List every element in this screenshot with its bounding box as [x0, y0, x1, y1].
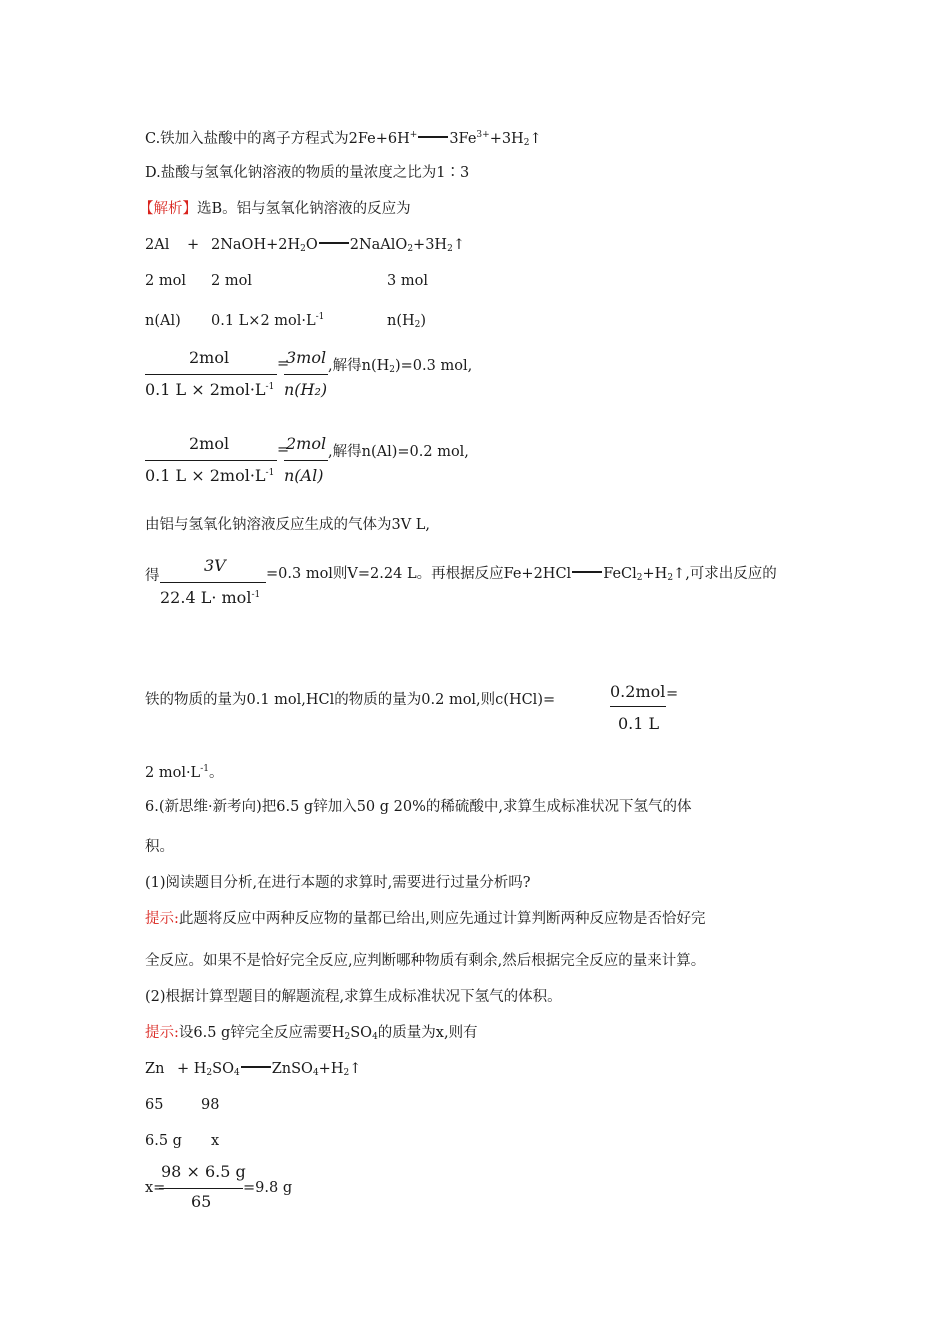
reaction-arrow: [319, 242, 349, 244]
hint-1: [145, 908, 706, 930]
hint-2: [145, 1022, 478, 1048]
fraction-4-denominator: n(Al): [284, 466, 324, 485]
option-c-text: C.铁加入盐酸中的离子方程式为2Fe+6H: [145, 131, 410, 147]
subscript: 2: [389, 365, 395, 375]
m-65: 65: [145, 1097, 164, 1113]
mass-row-2: [145, 1130, 219, 1152]
subscript: 2: [300, 244, 306, 254]
analysis-label: 【解析】: [139, 201, 197, 217]
fraction-1-denominator: 0.1 L × 2mol·L: [145, 380, 266, 399]
de-char: 得: [145, 568, 160, 584]
eq2-znso: ZnSO: [271, 1061, 313, 1077]
superscript: -1: [251, 590, 261, 600]
r1-c: 3 mol: [387, 273, 428, 289]
r1-a: 2 mol: [145, 273, 186, 289]
subscript: 2: [343, 1068, 350, 1078]
result-1-b: )=0.3 mol,: [394, 358, 473, 374]
fraction-bar: [284, 374, 328, 375]
ratio-row-1: [145, 270, 428, 292]
up-arrow-icon: ↑: [452, 237, 465, 253]
hint-2-b: SO: [350, 1025, 373, 1041]
result-3-d: ↑,可求出反应的: [673, 566, 777, 582]
option-d: D.盐酸与氢氧化钠溶液的物质的量浓度之比为1∶3: [145, 165, 470, 181]
superscript: +: [409, 130, 418, 140]
concentration-line: [145, 758, 223, 784]
fraction-bar: [160, 582, 266, 583]
option-c: [145, 124, 542, 154]
analysis-text: 选B。铝与氢氧化钠溶液的反应为: [197, 201, 411, 217]
x-result: =9.8 g: [243, 1180, 293, 1196]
fraction-bar: [159, 1188, 243, 1189]
hint-1-text: 此题将反应中两种反应物的量都已给出,则应先通过计算判断两种反应物是否恰好完: [178, 911, 706, 927]
fraction-3-numerator: 2mol: [189, 434, 230, 453]
r1-b: 2 mol: [211, 273, 252, 289]
reaction-arrow: [241, 1066, 271, 1068]
fraction-bar: [284, 460, 328, 461]
option-c-rhs: 3Fe: [449, 131, 477, 147]
equals-sign: =: [666, 686, 679, 702]
eq2-so: SO: [212, 1061, 234, 1077]
result-3-a: =0.3 mol则V=2.24 L。再根据反应Fe+2HCl: [266, 566, 572, 582]
fraction-3-denominator: 0.1 L × 2mol·L: [145, 466, 266, 485]
hint-2-a: 设6.5 g锌完全反应需要H: [178, 1025, 345, 1041]
equation-1: [145, 234, 465, 260]
subscript: 4: [312, 1068, 319, 1078]
superscript: -1: [265, 382, 275, 392]
eq1-h: +3H: [413, 237, 448, 253]
m-6-5g: 6.5 g: [145, 1133, 182, 1149]
result-1: [328, 354, 472, 375]
question-6-cont: 积。: [145, 839, 174, 855]
eq1-plus: +: [187, 237, 200, 253]
x-equals: x=: [145, 1180, 166, 1196]
superscript: -1: [315, 312, 325, 322]
fraction-bar: [145, 374, 277, 375]
gas-volume-line: 由铝与氢氧化钠溶液反应生成的气体为3V L,: [145, 517, 431, 533]
up-arrow-icon: ↑: [349, 1061, 362, 1077]
iron-line: 铁的物质的量为0.1 mol,HCl的物质的量为0.2 mol,则c(HCl)=: [145, 692, 556, 708]
result-1-a: ,解得n(H: [328, 358, 390, 374]
eq1-o: O: [305, 237, 318, 253]
fraction-6-denominator: 0.1 L: [618, 714, 660, 733]
subscript: 2: [667, 573, 674, 583]
subscript: 4: [372, 1032, 378, 1042]
superscript: 3+: [476, 130, 490, 140]
reaction-arrow: [418, 136, 448, 138]
fraction-6-numerator: 0.2mol: [610, 682, 666, 701]
eq1-al: 2Al: [145, 237, 170, 253]
mass-row-1: [145, 1094, 219, 1116]
reaction-arrow: [572, 571, 602, 573]
m-x: x: [211, 1133, 220, 1149]
subscript: 2: [206, 1068, 213, 1078]
fraction-bar: [610, 706, 666, 707]
hint-2-c: 的质量为x,则有: [377, 1025, 478, 1041]
result-3-b: FeCl: [603, 566, 637, 582]
fraction-5-denominator: 22.4 L· mol: [160, 588, 252, 607]
question-6-part-1: (1)阅读题目分析,在进行本题的求算时,需要进行过量分析吗?: [145, 875, 531, 891]
conc-end: 。: [208, 765, 224, 781]
fraction-bar: [145, 460, 277, 461]
subscript: 2: [414, 320, 421, 330]
r2-b: 0.1 L×2 mol·L: [211, 313, 316, 329]
eq1-naoh: 2NaOH+2H: [211, 237, 301, 253]
question-6-part-2: (2)根据计算型题目的解题流程,求算生成标准状况下氢气的体积。: [145, 989, 562, 1005]
eq2-zn: Zn: [145, 1061, 165, 1077]
result-2: ,解得n(Al)=0.2 mol,: [328, 444, 469, 460]
up-arrow-icon: ↑: [529, 131, 542, 147]
m-98: 98: [201, 1097, 220, 1113]
eq1-naalo2: 2NaAlO: [349, 237, 408, 253]
r2-c: n(H: [387, 313, 415, 329]
r2-c2: ): [420, 313, 427, 329]
result-3-c: +H: [642, 566, 668, 582]
subscript: 2: [447, 244, 453, 254]
equals-sign: =: [277, 442, 290, 458]
subscript: 4: [233, 1068, 240, 1078]
hint-label: 提示:: [145, 1025, 179, 1041]
eq2-h: + H: [177, 1061, 207, 1077]
hint-1-cont: 全反应。如果不是恰好完全反应,应判断哪种物质有剩余,然后根据完全反应的量来计算。: [145, 953, 706, 969]
option-c-rhs2: +3H: [489, 131, 524, 147]
fraction-7-numerator: 98 × 6.5 g: [161, 1162, 246, 1181]
analysis-line: [139, 198, 411, 220]
eq2-h2: +H: [318, 1061, 344, 1077]
r2-a: n(Al): [145, 313, 181, 329]
subscript: 2: [523, 138, 530, 148]
superscript: -1: [265, 468, 275, 478]
hint-label: 提示:: [145, 911, 179, 927]
subscript: 2: [344, 1032, 351, 1042]
fraction-5-numerator: 3V: [204, 556, 226, 575]
equals-sign: =: [277, 356, 290, 372]
subscript: 2: [636, 573, 643, 583]
conc-value: 2 mol·L: [145, 765, 201, 781]
equation-2: [145, 1058, 361, 1084]
fraction-1-numerator: 2mol: [189, 348, 230, 367]
result-3: [266, 562, 777, 583]
fraction-2-numerator: 3mol: [286, 348, 327, 367]
subscript: 2: [407, 244, 414, 254]
fraction-7-denominator: 65: [191, 1192, 212, 1211]
fraction-2-denominator: n(H₂): [284, 380, 328, 399]
superscript: -1: [200, 764, 209, 774]
question-6: 6.(新思维·新考向)把6.5 g锌加入50 g 20%的稀硫酸中,求算生成标准状况下氢气的体: [145, 799, 692, 815]
fraction-4-numerator: 2mol: [286, 434, 327, 453]
ratio-row-2: [145, 306, 426, 336]
